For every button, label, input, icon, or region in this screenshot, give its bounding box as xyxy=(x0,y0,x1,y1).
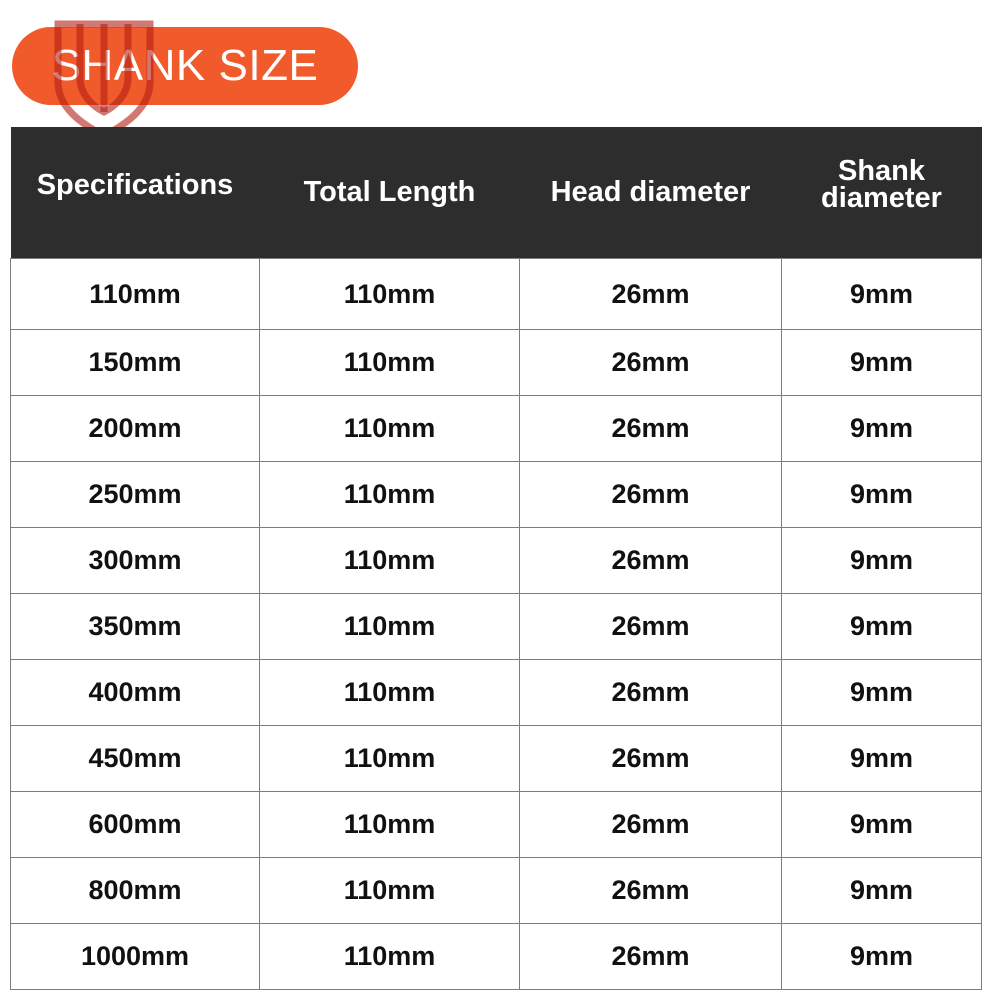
cell-specification: 350mm xyxy=(11,594,260,660)
cell-head-diameter: 26mm xyxy=(520,792,782,858)
cell-head-diameter: 26mm xyxy=(520,462,782,528)
cell-total-length: 110mm xyxy=(260,792,520,858)
table-row xyxy=(11,259,982,330)
cell-shank-diameter: 9mm xyxy=(782,396,982,462)
badge-label: SHANK SIZE xyxy=(51,41,319,90)
cell-total-length: 110mm xyxy=(260,660,520,726)
cell-specification: 600mm xyxy=(11,792,260,858)
header-shank-diameter: Shank diameter xyxy=(782,127,982,259)
table-row xyxy=(11,924,982,990)
cell-total-length: 110mm xyxy=(260,858,520,924)
cell-shank-diameter: 9mm xyxy=(782,528,982,594)
cell-specification: 200mm xyxy=(11,396,260,462)
cell-total-length: 110mm xyxy=(260,462,520,528)
cell-specification: 110mm xyxy=(11,259,260,330)
cell-shank-diameter: 9mm xyxy=(782,858,982,924)
cell-total-length: 110mm xyxy=(260,259,520,330)
cell-total-length: 110mm xyxy=(260,924,520,990)
cell-total-length: 110mm xyxy=(260,396,520,462)
cell-head-diameter: 26mm xyxy=(520,594,782,660)
cell-head-diameter: 26mm xyxy=(520,726,782,792)
spec-table xyxy=(10,127,982,990)
cell-specification: 800mm xyxy=(11,858,260,924)
cell-total-length: 110mm xyxy=(260,330,520,396)
cell-specification: 300mm xyxy=(11,528,260,594)
cell-specification: 1000mm xyxy=(11,924,260,990)
cell-head-diameter: 26mm xyxy=(520,924,782,990)
cell-shank-diameter: 9mm xyxy=(782,462,982,528)
cell-shank-diameter: 9mm xyxy=(782,726,982,792)
cell-specification: 450mm xyxy=(11,726,260,792)
cell-head-diameter: 26mm xyxy=(520,330,782,396)
table-header-row xyxy=(11,127,982,259)
cell-head-diameter: 26mm xyxy=(520,528,782,594)
cell-head-diameter: 26mm xyxy=(520,858,782,924)
cell-total-length: 110mm xyxy=(260,726,520,792)
cell-total-length: 110mm xyxy=(260,594,520,660)
cell-shank-diameter: 9mm xyxy=(782,330,982,396)
cell-head-diameter: 26mm xyxy=(520,259,782,330)
table-row xyxy=(11,660,982,726)
cell-shank-diameter: 9mm xyxy=(782,792,982,858)
shank-size-badge xyxy=(12,27,358,105)
header-specifications: Specifications xyxy=(11,127,260,259)
cell-specification: 250mm xyxy=(11,462,260,528)
cell-specification: 400mm xyxy=(11,660,260,726)
header-total-length: Total Length xyxy=(260,127,520,259)
table-row xyxy=(11,792,982,858)
table-row xyxy=(11,330,982,396)
cell-shank-diameter: 9mm xyxy=(782,660,982,726)
table-body xyxy=(11,259,982,990)
table-row xyxy=(11,594,982,660)
table-row xyxy=(11,528,982,594)
table-row xyxy=(11,858,982,924)
cell-head-diameter: 26mm xyxy=(520,660,782,726)
cell-specification: 150mm xyxy=(11,330,260,396)
cell-head-diameter: 26mm xyxy=(520,396,782,462)
cell-shank-diameter: 9mm xyxy=(782,259,982,330)
cell-total-length: 110mm xyxy=(260,528,520,594)
header-head-diameter: Head diameter xyxy=(520,127,782,259)
cell-shank-diameter: 9mm xyxy=(782,594,982,660)
table-row xyxy=(11,396,982,462)
cell-shank-diameter: 9mm xyxy=(782,924,982,990)
table-row xyxy=(11,726,982,792)
table-row xyxy=(11,462,982,528)
